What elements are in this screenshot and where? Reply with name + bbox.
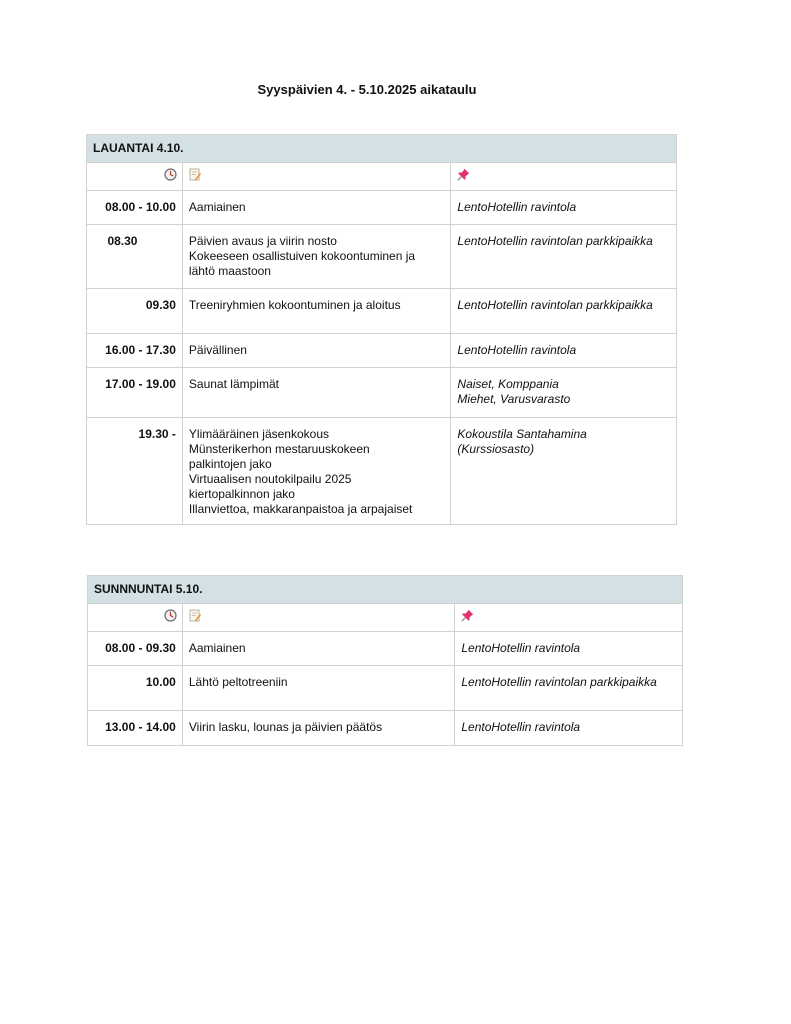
pushpin-icon <box>461 609 474 626</box>
activity-cell <box>182 368 451 418</box>
activity-cell <box>182 225 451 289</box>
table-row <box>87 191 677 225</box>
location-line: Miehet, Varusvarasto <box>457 392 571 406</box>
time-cell: 08.00 - 09.30 <box>88 632 183 666</box>
activity-cell <box>182 632 455 666</box>
activity-cell <box>182 334 451 368</box>
clock-icon <box>164 168 177 185</box>
schedule-table-sunday <box>87 575 683 746</box>
time-cell: 10.00 <box>88 666 183 711</box>
page-title: Syyspäivien 4. - 5.10.2025 aikataulu <box>257 82 477 97</box>
location-cell <box>455 632 683 666</box>
pushpin-icon <box>457 168 470 185</box>
location-cell <box>451 368 677 418</box>
table-row <box>88 666 683 711</box>
clock-icon <box>164 609 177 626</box>
memo-icon <box>189 609 201 626</box>
table-row <box>87 334 677 368</box>
time-column-header <box>87 163 183 191</box>
location-line: LentoHotellin ravintola <box>457 343 577 357</box>
day-header: SUNNNUNTAI 5.10. <box>88 576 683 604</box>
location-line: LentoHotellin ravintolan parkkipaikka <box>457 234 653 248</box>
table-row <box>87 418 677 525</box>
memo-icon <box>189 168 201 185</box>
table-row <box>87 289 677 334</box>
location-column-header <box>451 163 677 191</box>
activity-cell <box>182 191 451 225</box>
activity-column-header <box>182 604 455 632</box>
location-cell <box>451 191 677 225</box>
schedule-table-saturday <box>86 134 677 525</box>
icon-row <box>87 163 677 191</box>
table-row <box>87 225 677 289</box>
time-cell: 08.30 <box>87 225 183 289</box>
location-cell <box>455 711 683 746</box>
location-line: LentoHotellin ravintolan parkkipaikka <box>461 675 657 689</box>
location-line: (Kurssiosasto) <box>457 442 535 456</box>
activity-line: Aamiainen <box>188 641 246 655</box>
activity-cell <box>182 289 451 334</box>
activity-line: Lähtö peltotreeniin <box>188 675 288 689</box>
table-row <box>88 632 683 666</box>
location-line: Kokoustila Santahamina <box>457 427 587 441</box>
location-cell <box>451 289 677 334</box>
activity-line: Viirin lasku, lounas ja päivien päätös <box>188 720 383 734</box>
time-cell: 16.00 - 17.30 <box>87 334 183 368</box>
location-line: LentoHotellin ravintola <box>457 200 577 214</box>
location-cell <box>451 334 677 368</box>
activity-cell <box>182 418 451 525</box>
location-column-header <box>455 604 683 632</box>
activity-line: Münsterikerhon mestaruuskokeen <box>188 442 370 456</box>
activity-line: Ylimääräinen jäsenkokous <box>188 427 329 441</box>
location-line: LentoHotellin ravintolan parkkipaikka <box>457 298 653 312</box>
time-cell: 17.00 - 19.00 <box>87 368 183 418</box>
day-header-row <box>88 576 683 604</box>
table-row <box>88 711 683 746</box>
table-row <box>87 368 677 418</box>
activity-cell <box>182 711 455 746</box>
location-cell <box>451 418 677 525</box>
activity-line: Kokeeseen osallistuiven kokoontuminen ja <box>188 249 416 263</box>
activity-line: Aamiainen <box>188 200 246 214</box>
location-cell <box>455 666 683 711</box>
location-line: LentoHotellin ravintola <box>461 641 581 655</box>
activity-line: Illanviettoa, makkaranpaistoa ja arpajaiset <box>188 502 413 516</box>
time-cell: 08.00 - 10.00 <box>87 191 183 225</box>
activity-line: Päivällinen <box>188 343 247 357</box>
activity-cell <box>182 666 455 711</box>
time-cell: 09.30 <box>87 289 183 334</box>
day-header: LAUANTAI 4.10. <box>87 135 677 163</box>
activity-line: Treeniryhmien kokoontuminen ja aloitus <box>188 298 401 312</box>
activity-line: palkintojen jako <box>188 457 272 471</box>
location-line: Naiset, Komppania <box>457 377 559 391</box>
time-cell: 19.30 - <box>87 418 183 525</box>
activity-line: Päivien avaus ja viirin nosto <box>188 234 337 248</box>
activity-column-header <box>182 163 451 191</box>
location-line: LentoHotellin ravintola <box>461 720 581 734</box>
activity-line: kiertopalkinnon jako <box>188 487 295 501</box>
activity-line: Saunat lämpimät <box>188 377 279 391</box>
activity-line: Virtuaalisen noutokilpailu 2025 <box>188 472 352 486</box>
time-column-header <box>88 604 183 632</box>
icon-row <box>88 604 683 632</box>
day-header-row <box>87 135 677 163</box>
time-cell: 13.00 - 14.00 <box>88 711 183 746</box>
activity-line: lähtö maastoon <box>188 264 271 278</box>
location-cell <box>451 225 677 289</box>
